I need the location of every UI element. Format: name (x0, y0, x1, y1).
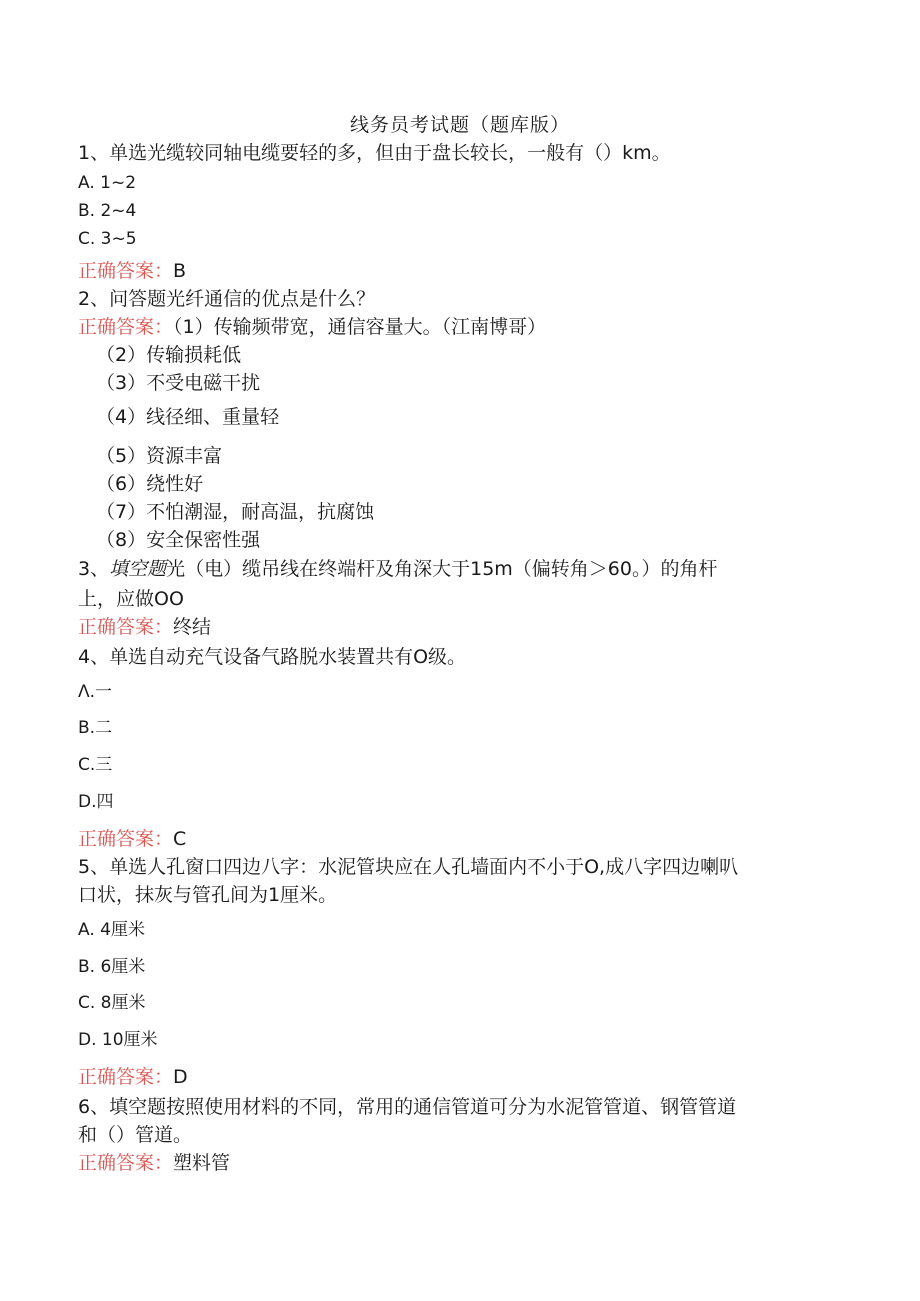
q2-answer-item: （7）不怕潮湿，耐高温，抗腐蚀 (96, 501, 375, 523)
q2-answer-item: （3）不受电磁干扰 (96, 372, 261, 394)
question-number: 3、 (78, 558, 110, 580)
answer-value: （1）传输频带宽，通信容量大。（江南博哥） (173, 316, 547, 338)
answer-label: 正确答案： (78, 616, 174, 638)
q2-answer-item: （8）安全保密性强 (96, 529, 261, 551)
question-3-cont: 上，应做OO (78, 588, 184, 610)
q5-option-b: B. 6厘米 (78, 957, 146, 977)
question-type: 填空题 (109, 558, 167, 580)
q4-answer (78, 826, 186, 852)
question-text: 光（电）缆吊线在终端杆及角深大于15m（偏转角＞60。）的角杆 (166, 558, 718, 580)
q4-option-d: D.四 (78, 792, 114, 812)
q5-option-a: A. 4厘米 (78, 920, 145, 940)
answer-label: 正确答案： (78, 1152, 174, 1174)
answer-label: 正确答案： (78, 828, 174, 850)
q1-answer (78, 258, 186, 284)
q1-option-a: A. 1~2 (78, 173, 137, 193)
question-1: 1、单选光缆较同轴电缆要轻的多，但由于盘长较长，一般有（）km。 (78, 142, 671, 164)
document-title: 线务员考试题（题库版） (349, 114, 570, 136)
question-5: 5、单选人孔窗口四边八字：水泥管块应在人孔墙面内不小于O,成八字四边喇叭 (78, 856, 739, 878)
answer-label: 正确答案： (78, 1066, 174, 1088)
q1-option-c: C. 3~5 (78, 229, 137, 249)
answer-value: D (173, 1066, 188, 1088)
question-4: 4、单选自动充气设备气路脱水装置共有O级。 (78, 646, 467, 668)
q1-option-b: B. 2~4 (78, 201, 137, 221)
q4-option-a: Λ.一 (78, 682, 113, 702)
q2-answer (78, 314, 546, 340)
question-6-cont: 和（）管道。 (78, 1124, 193, 1146)
q6-answer (78, 1150, 230, 1176)
q5-answer (78, 1064, 188, 1090)
q4-option-b: B.二 (78, 718, 113, 738)
q5-option-d: D. 10厘米 (78, 1030, 158, 1050)
question-5-cont: 口状，抹灰与管孔间为1厘米。 (78, 884, 338, 906)
answer-value: 塑料管 (173, 1152, 231, 1174)
q4-option-c: C.三 (78, 755, 113, 775)
q2-answer-item: （2）传输损耗低 (96, 344, 242, 366)
q2-answer-item: （5）资源丰富 (96, 445, 223, 467)
q5-option-c: C. 8厘米 (78, 993, 146, 1013)
answer-value: C (173, 828, 187, 850)
question-2: 2、问答题光纤通信的优点是什么？ (78, 288, 376, 310)
answer-value: B (173, 260, 187, 282)
q2-answer-item: （4）线径细、重量轻 (96, 406, 280, 428)
question-3 (78, 556, 717, 582)
q3-answer (78, 614, 211, 640)
answer-label: 正确答案： (78, 316, 174, 338)
q2-answer-item: （6）绕性好 (96, 473, 204, 495)
answer-label: 正确答案： (78, 260, 174, 282)
answer-value: 终结 (173, 616, 212, 638)
question-6: 6、填空题按照使用材料的不同，常用的通信管道可分为水泥管管道、钢管管道 (78, 1096, 737, 1118)
